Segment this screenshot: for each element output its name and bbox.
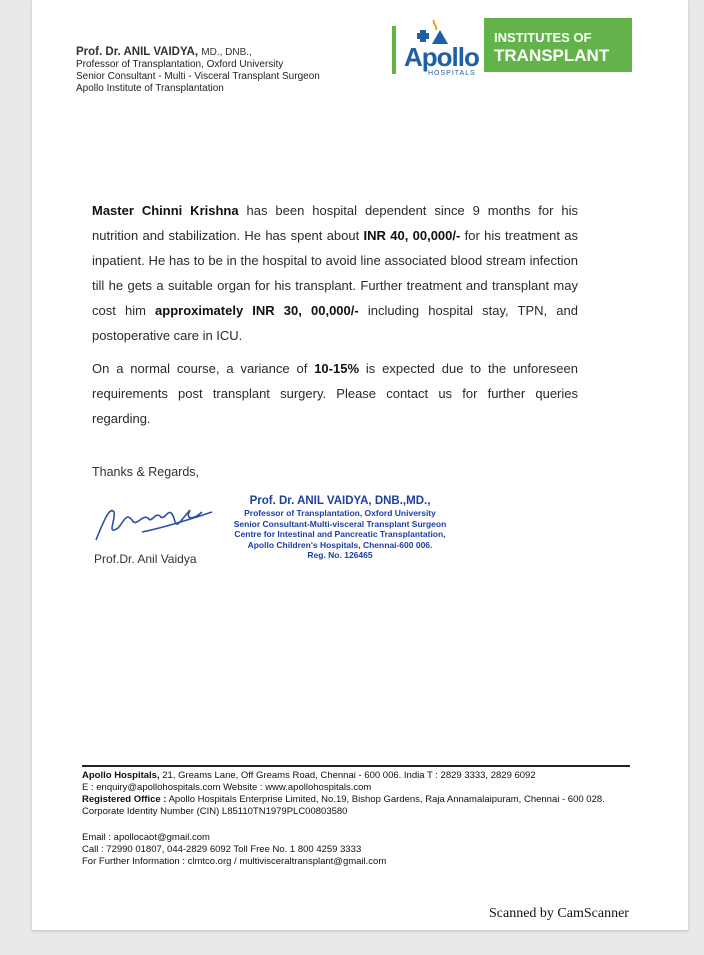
p2-text-a: On a normal course, a variance of [92,361,315,376]
doctor-name [76,46,320,59]
footer-divider [82,765,630,767]
footer-email-web: E : enquiry@apollohospitals.com Website : www.apollohospitals.com [82,782,372,793]
paragraph-2 [92,356,578,431]
signature-name: Prof.Dr. Anil Vaidya [94,552,197,566]
institutes-line1: INSTITUTES OF [494,30,592,45]
footer-registered-office [82,794,642,806]
logo-brand: Apollo [404,42,479,72]
footer-email: Email : apollocaot@gmail.com [82,832,210,843]
letterhead-doctor-block [76,46,320,95]
doctor-title-1: Professor of Transplantation, Oxford University [76,59,284,70]
footer-hospital-label: Apollo Hospitals, [82,770,160,781]
footer-hospital-text: 21, Greams Lane, Off Greams Road, Chennai - 600 006. India T : 2829 3333, 2829 6092 [159,770,536,781]
footer-cin: Corporate Identity Number (CIN) L85110TN1979PLC00803580 [82,806,348,817]
amount-estimated: approximately INR 30, 00,000/- [155,303,359,318]
institutes-box [484,18,632,72]
footer-reg-label: Registered Office : [82,794,167,805]
stamp-line-1: Professor of Transplantation, Oxford University [244,508,436,518]
stamp-line-5: Reg. No. 126465 [307,550,373,560]
variance-percent: 10-15% [314,361,360,376]
footer-call: Call : 72990 01807, 044-2829 6092 Toll Free No. 1 800 4259 3333 [82,844,362,855]
doctor-degrees: MD., DNB., [201,47,252,58]
footer-reg-text: Apollo Hospitals Enterprise Limited, No.19, Bishop Gardens, Raja Annamalaipuram, Chennai - 600 028. [166,794,605,805]
p2-text-b: is expected due to the unforeseen requirements post transplant surgery. Please contact us for further queries regarding. [92,361,578,426]
stamp-name: Prof. Dr. ANIL VAIDYA, DNB.,MD., [249,495,431,507]
p1-text-a: has been hospital dependent since 9 months for his nutrition and stabilization. He has spent about [92,203,578,243]
handwritten-signature [92,498,216,548]
p1-text-b: for his treatment as inpatient. He has to be in the hospital to avoid line associated blood stream infection till he gets a suitable organ for his transplant. Further treatment and transplant may cost him [92,228,578,318]
stamp-line-2: Senior Consultant-Multi-visceral Transplant Surgeon [233,518,447,529]
doctor-name-text: Prof. Dr. ANIL VAIDYA, [76,46,199,58]
apollo-logo [392,18,634,76]
camscanner-watermark: Scanned by CamScanner [489,906,629,921]
doctor-title-2: Senior Consultant - Multi - Visceral Transplant Surgeon [76,71,320,82]
doctor-stamp [232,494,448,561]
stamp-line-4: Apollo Children's Hospitals, Chennai-600 006. [247,539,433,550]
doctor-title-3: Apollo Institute of Transplantation [76,83,224,94]
letter-footer [82,770,642,868]
paragraph-1 [92,198,578,348]
patient-name: Master Chinni Krishna [92,203,239,218]
institutes-line2: TRANSPLANT [494,46,610,65]
footer-info: For Further Information : clmtco.org / multivisceraltransplant@gmail.com [82,856,387,867]
thanks-regards: Thanks & Regards, [92,465,199,479]
logo-divider [392,26,396,74]
stamp-line-3: Centre for Intestinal and Pancreatic Transplantation, [234,529,446,539]
footer-hospital-address [82,770,642,782]
amount-spent: INR 40, 00,000/- [363,228,461,243]
logo-brand-sub: HOSPITALS [428,70,476,77]
letter-body [92,198,578,439]
p1-text-c: including hospital stay, TPN, and postoperative care in ICU. [92,303,578,343]
